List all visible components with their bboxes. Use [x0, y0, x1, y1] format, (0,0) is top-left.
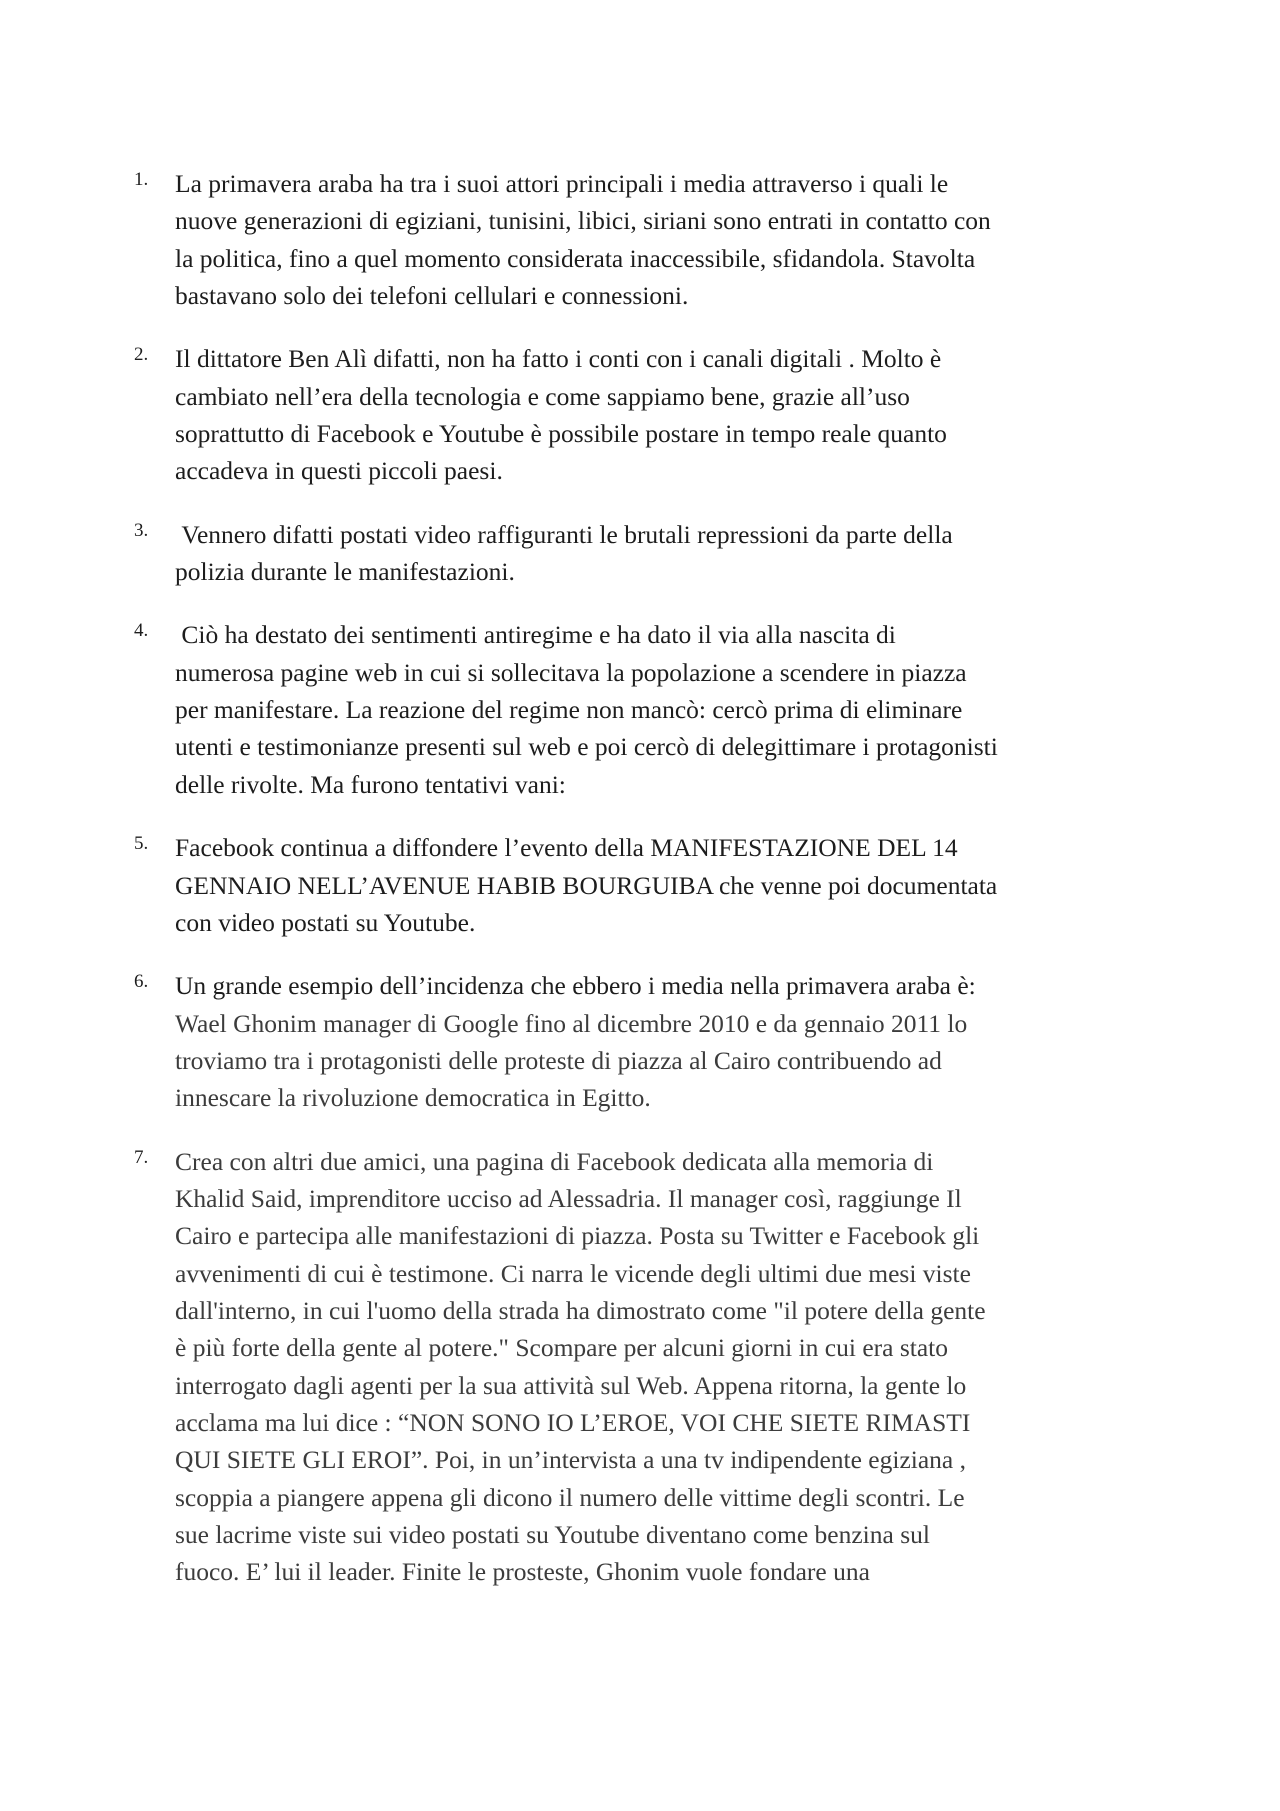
list-item-1 [130, 165, 1000, 314]
numbered-list [130, 165, 1005, 1591]
list-item-4-text: Ciò ha destato dei sentimenti antiregime e ha dato il via alla nascita di numerosa pagine web in cui si sollecitava la popolazione a scendere in piazza per manifestare. La reazione del regime non mancò: cercò prima di eliminare utenti e testimonianze presenti sul web e poi cercò di delegittimare i protagonisti delle rivolte. Ma furono tentativi vani: [175, 620, 1005, 799]
list-item-3-text: Vennero difatti postati video raffiguranti le brutali repressioni da parte della polizia durante le manifestazioni. [175, 519, 960, 587]
list-item-6 [130, 967, 1000, 1116]
list-item-7-text: Crea con altri due amici, una pagina di Facebook dedicata alla memoria di Khalid Said, imprenditore ucciso ad Alessadria. Il manager così, raggiunge Il Cairo e partecipa alle manifestazioni di piazza. Posta su Twitter e Facebook gli avvenimenti di cui è testimone. Ci narra le vicende degli ultimi due mesi viste dall'interno, in cui l'uomo della strada ha dimostrato come "il potere della gente è più forte della gente al potere." Scompare per alcuni giorni in cui era stato interrogato dagli agenti per la sua attività sul Web. Appena ritorna, la gente lo acclama ma lui dice : “NON SONO IO L’EROE, VOI CHE SIETE RIMASTI QUI SIETE GLI EROI”. Poi, in un’intervista a una tv indipendente egiziana , scoppia a piangere appena gli dicono il numero delle vittime degli scontri. Le sue lacrime viste sui video postati su Youtube diventano come benzina sul fuoco. E’ lui il leader. Finite le prosteste, Ghonim vuole fondare una [175, 1146, 992, 1587]
list-item-6-text: Wael Ghonim manager di Google fino al dicembre 2010 e da gennaio 2011 lo troviamo tra i protagonisti delle proteste di piazza al Cairo contribuendo ad innescare la rivoluzione democratica in Egitto. [175, 971, 982, 1113]
list-item-3 [130, 516, 1000, 591]
list-item-4 [130, 616, 1005, 803]
list-item-2 [130, 340, 1000, 489]
list-item-1-text: La primavera araba ha tra i suoi attori principali i media attraverso i quali le nuove generazioni di egiziani, tunisini, libici, siriani sono entrati in contatto con la politica, fino a quel momento considerata inaccessibile, sfidandola. Stavolta bastavano solo dei telefoni cellulari e connessioni. [175, 169, 998, 311]
list-item-2-text: Il dittatore Ben Alì difatti, non ha fatto i conti con i canali digitali . Molto è cambiato nell’era della tecnologia e come sappiamo bene, grazie all’uso soprattutto di Facebook e Youtube è possibile postare in tempo reale quanto accadeva in questi piccoli paesi. [175, 344, 954, 486]
list-item-7 [130, 1143, 1000, 1591]
list-item-5-text: Facebook continua a diffondere l’evento della MANIFESTAZIONE DEL 14 GENNAIO NELL’AVENUE HABIB BOURGUIBA che venne poi documentata con video postati su Youtube. [175, 833, 1004, 937]
list-item-5 [130, 829, 1004, 941]
list-item-6-lead: Un grande esempio dell’incidenza che ebbero i media nella primavera araba è: [175, 971, 976, 1001]
